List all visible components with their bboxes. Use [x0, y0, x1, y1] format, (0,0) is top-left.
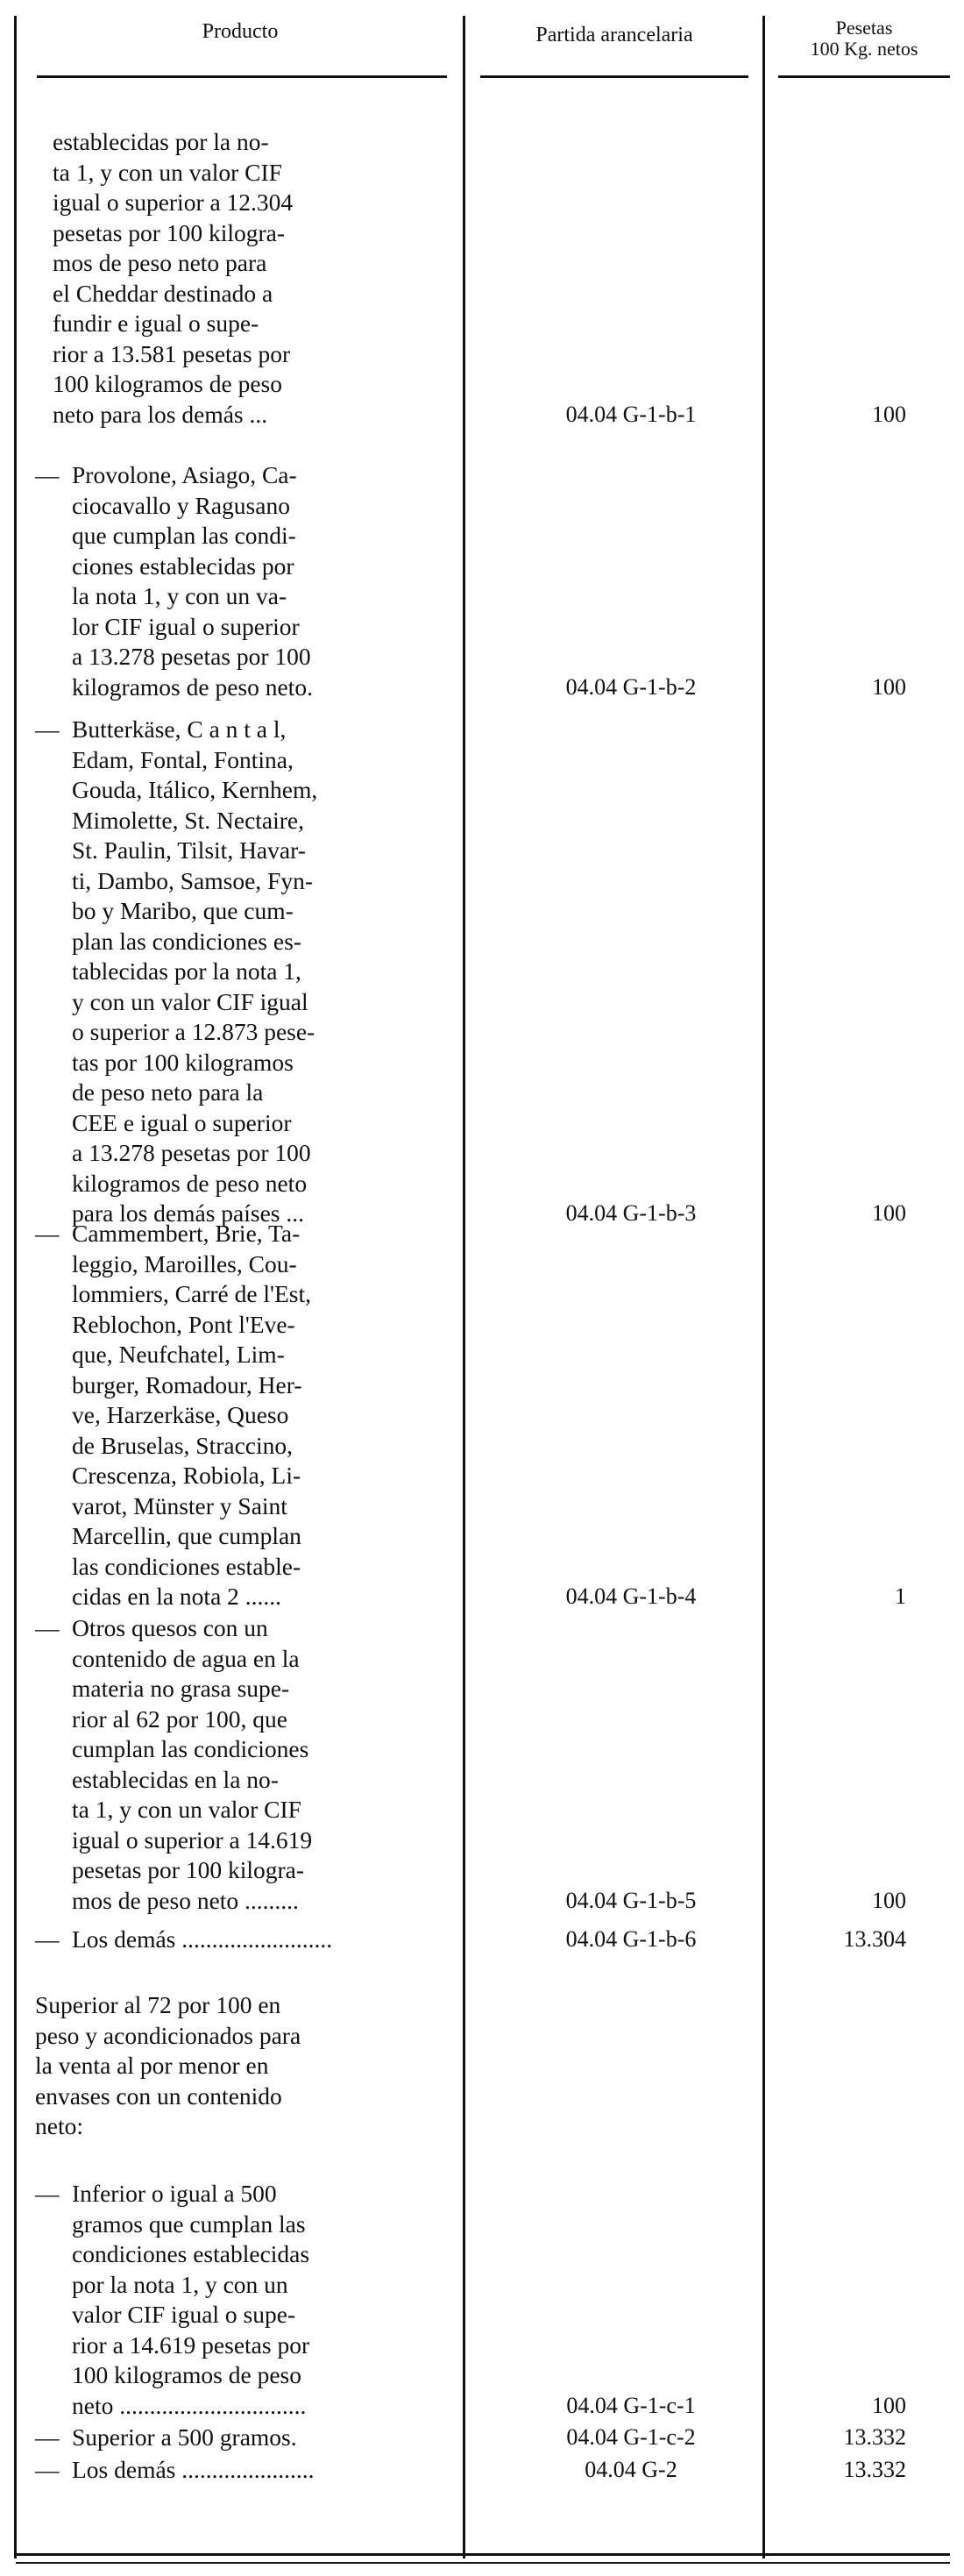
pesetas-value: 13.332	[843, 2457, 906, 2482]
product-line: neto:	[35, 2112, 83, 2139]
item-dash: —	[35, 2180, 60, 2207]
product-line: St. Paulin, Tilsit, Havar-	[72, 836, 306, 864]
tariff-code: 04.04 G-1-b-6	[565, 1926, 697, 1952]
pesetas-value: 100	[872, 673, 906, 700]
product-line: ciocavallo y Ragusano	[72, 491, 290, 519]
product-line: lor CIF igual o superior	[72, 612, 300, 640]
product-description	[72, 1925, 457, 1955]
product-line: 100 kilogramos de peso	[53, 370, 282, 397]
item-dash: —	[35, 1925, 60, 1953]
tariff-code: 04.04 G-1-c-2	[566, 2424, 696, 2450]
pesetas-value: 1	[895, 1583, 906, 1609]
header-pesetas-unit: 100 Kg. netos	[810, 38, 918, 60]
product-line: Reblochon, Pont l'Eve-	[72, 1310, 295, 1338]
product-line: Inferior o igual a 500	[72, 2180, 277, 2207]
pesetas-value: 100	[872, 2392, 906, 2418]
product-line: contenido de agua en la	[72, 1644, 300, 1672]
product-line: establecidas por la no-	[53, 128, 269, 155]
product-line: rior a 13.581 pesetas por	[53, 339, 291, 367]
product-line: leggio, Maroilles, Cou-	[72, 1249, 297, 1277]
product-line: pesetas por 100 kilogra-	[53, 218, 285, 246]
product-line: igual o superior a 12.304	[53, 189, 294, 216]
product-line: Crescenza, Robiola, Li-	[72, 1462, 301, 1489]
product-line: a 13.278 pesetas por 100	[72, 1139, 311, 1166]
product-line: Gouda, Itálico, Kernhem,	[72, 776, 318, 803]
product-line: Superior al 72 por 100 en	[35, 1991, 281, 2018]
product-line: 100 kilogramos de peso	[72, 2361, 301, 2388]
product-line: fundir e igual o supe-	[53, 310, 259, 337]
product-line: igual o superior a 14.619	[72, 1825, 313, 1854]
pesetas-value: 100	[872, 401, 906, 427]
product-line: neto para los demás ...	[53, 400, 268, 428]
product-line: establecidas en la no-	[72, 1765, 279, 1793]
product-line: mos de peso neto .........	[72, 1886, 299, 1914]
product-line: que, Neufchatel, Lim-	[72, 1341, 285, 1368]
product-line: o superior a 12.873 pese-	[72, 1018, 315, 1045]
product-description	[72, 715, 457, 1229]
tariff-code: 04.04 G-1-b-1	[565, 401, 697, 427]
product-line: Los demás ......................	[72, 2456, 315, 2483]
pesetas-value: 13.332	[843, 2424, 906, 2450]
product-line: plan las condiciones es-	[72, 927, 301, 955]
product-line: las condiciones estable-	[72, 1552, 301, 1580]
item-dash: —	[35, 715, 60, 743]
product-line: Mimolette, St. Nectaire,	[72, 806, 304, 834]
product-line: peso y acondicionados para	[35, 2021, 301, 2049]
product-line: ti, Dambo, Samsoe, Fyn-	[72, 866, 313, 894]
tariff-code: 04.04 G-1-b-2	[565, 673, 697, 700]
product-line: ta 1, y con un valor CIF	[72, 1796, 301, 1823]
tariff-code: 04.04 G-1-c-1	[566, 2392, 696, 2418]
table-bottom-rule	[16, 2553, 950, 2556]
product-line: materia no grasa supe-	[72, 1675, 290, 1702]
product-line: pesetas por 100 kilogra-	[72, 1856, 304, 1883]
product-description	[72, 460, 457, 702]
product-description	[72, 2179, 457, 2421]
item-dash: —	[35, 1220, 60, 1247]
product-line: neto ...............................	[72, 2391, 307, 2419]
product-line: cidas en la nota 2 ......	[72, 1583, 282, 1610]
header-pesetas: Pesetas	[835, 17, 893, 39]
header-rule-partida	[480, 75, 748, 78]
product-line: de peso neto para la	[72, 1078, 264, 1106]
header-partida: Partida arancelaria	[535, 24, 693, 46]
product-description	[72, 1613, 457, 1916]
product-description	[72, 1219, 457, 1612]
product-description	[35, 1990, 464, 2142]
product-line: ve, Harzerkäse, Queso	[72, 1401, 289, 1428]
pesetas-value: 100	[872, 1887, 906, 1913]
column-divider-2	[762, 16, 765, 2558]
tariff-code: 04.04 G-2	[585, 2457, 677, 2482]
table-bottom-rule-2	[16, 2562, 950, 2564]
product-line: burger, Romadour, Her-	[72, 1370, 302, 1398]
product-description	[72, 2455, 457, 2486]
table-left-border	[14, 16, 17, 2558]
product-line: kilogramos de peso neto.	[72, 672, 313, 701]
product-line: Edam, Fontal, Fontina,	[72, 745, 294, 773]
product-line: rior al 62 por 100, que	[72, 1704, 287, 1733]
product-line: envases con un contenido	[35, 2081, 282, 2110]
product-line: de Bruselas, Straccino,	[72, 1431, 294, 1459]
item-dash: —	[35, 2423, 60, 2451]
product-line: la nota 1, y con un va-	[72, 582, 287, 609]
product-line: que cumplan las condi-	[72, 522, 296, 549]
product-line: lommiers, Carré de l'Est,	[72, 1280, 312, 1307]
product-line: por la nota 1, y con un	[72, 2270, 288, 2298]
product-line: rior a 14.619 pesetas por	[72, 2330, 310, 2359]
product-line: Superior a 500 gramos.	[72, 2423, 297, 2451]
product-line: Marcellin, que cumplan	[72, 1522, 301, 1549]
product-line: para los demás países ...	[72, 1199, 304, 1227]
product-description	[72, 2423, 457, 2453]
product-line: varot, Münster y Saint	[72, 1491, 287, 1519]
product-line: Los demás .........................	[72, 1925, 333, 1953]
product-line: Cammembert, Brie, Ta-	[72, 1220, 301, 1247]
product-line: bo y Maribo, que cum-	[72, 897, 294, 924]
product-line: ta 1, y con un valor CIF	[53, 158, 282, 186]
product-line: gramos que cumplan las	[72, 2210, 306, 2238]
header-rule-pesetas	[778, 75, 950, 78]
tariff-code: 04.04 G-1-b-3	[565, 1200, 697, 1226]
product-line: valor CIF igual o supe-	[72, 2301, 296, 2328]
header-rule-product	[37, 75, 447, 78]
product-line: Provolone, Asiago, Ca-	[72, 461, 297, 488]
product-description	[53, 127, 482, 430]
product-line: Otros quesos con un	[72, 1614, 268, 1641]
tariff-code: 04.04 G-1-b-5	[565, 1887, 697, 1913]
tariff-code: 04.04 G-1-b-4	[565, 1583, 697, 1609]
product-line: a 13.278 pesetas por 100	[72, 643, 311, 670]
product-line: tablecidas por la nota 1,	[72, 957, 301, 985]
product-line: mos de peso neto para	[53, 249, 267, 276]
product-line: kilogramos de peso neto	[72, 1169, 308, 1197]
item-dash: —	[35, 461, 60, 488]
product-line: y con un valor CIF igual	[72, 987, 308, 1015]
header-product: Producto	[202, 20, 279, 43]
product-line: ciones establecidas por	[72, 551, 294, 580]
item-dash: —	[35, 1614, 60, 1641]
pesetas-value: 100	[872, 1200, 906, 1226]
product-line: Butterkäse, C a n t a l,	[72, 715, 287, 743]
product-line: el Cheddar destinado a	[53, 279, 273, 307]
item-dash: —	[35, 2456, 60, 2483]
pesetas-value: 13.304	[843, 1926, 906, 1952]
product-line: la venta al por menor en	[35, 2052, 269, 2079]
product-line: CEE e igual o superior	[72, 1108, 292, 1136]
product-line: condiciones establecidas	[72, 2240, 310, 2267]
product-line: cumplan las condiciones	[72, 1735, 309, 1762]
product-line: tas por 100 kilogramos	[72, 1048, 294, 1076]
